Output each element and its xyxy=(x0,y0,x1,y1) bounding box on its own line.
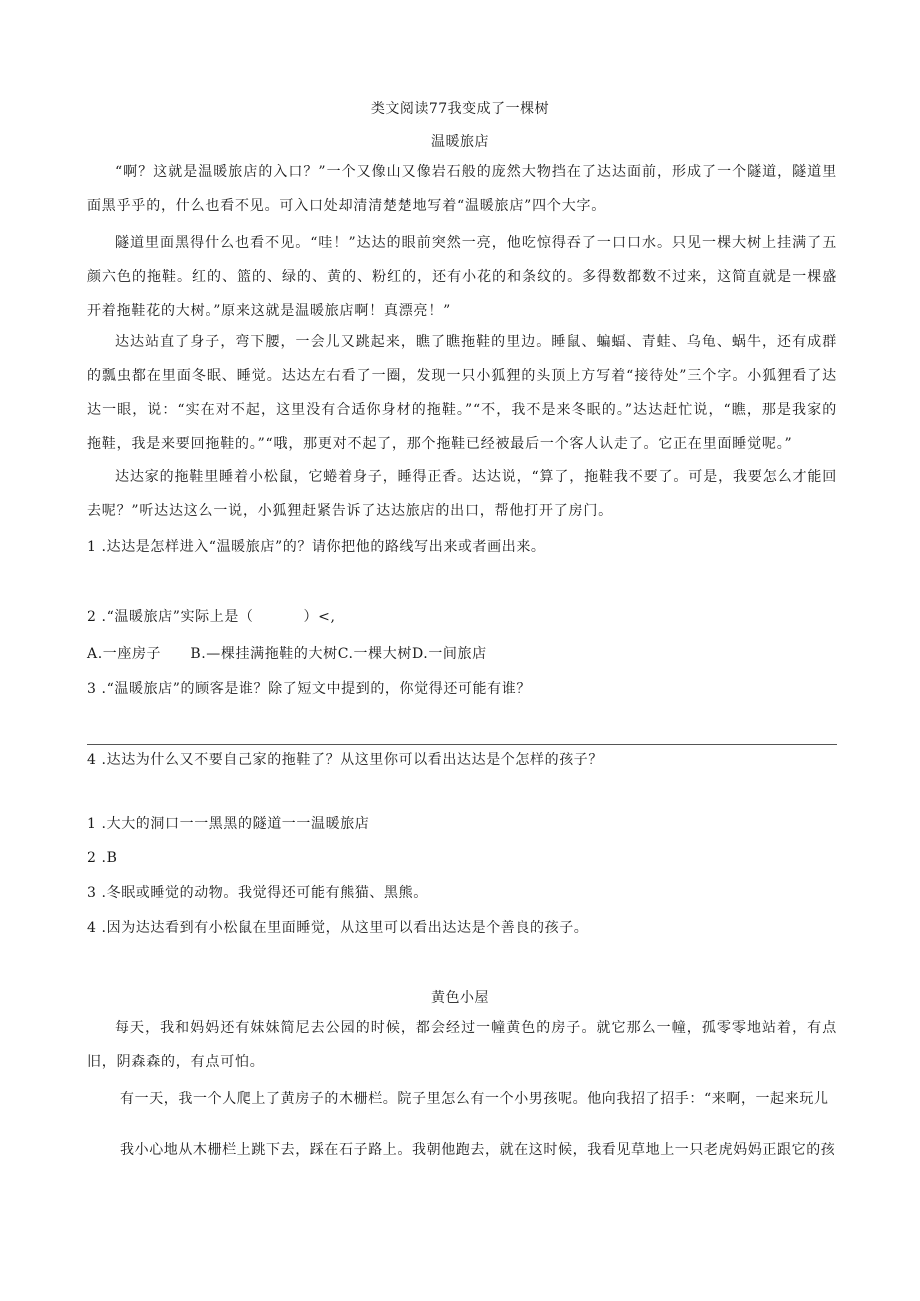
story2-paragraph-2: 有一天，我一个人爬上了黄房子的木栅栏。院子里怎么有一个小男孩呢。他向我招了招手：“来啊，一起来玩儿 xyxy=(120,1091,829,1107)
worksheet-header: 类文阅读77我变成了一棵树 xyxy=(370,101,550,117)
question-2-prefix: 2 .“温暖旅店”实际上是（ xyxy=(87,609,254,625)
question-3: 3 .“温暖旅店”的顾客是谁？除了短文中提到的，你觉得还可能有谁？ xyxy=(87,681,531,697)
question-4: 4 .达达为什么又不要自己家的拖鞋了？从这里你可以看出达达是个怎样的孩子？ xyxy=(87,752,604,768)
story-paragraph-2: 隧道里面黑得什么也看不见。“哇！”达达的眼前突然一亮，他吃惊得吞了一口口水。只见一棵大树上挂满了五颜六色的拖鞋。红的、篮的、绿的、黄的、粉红的，还有小花的和条纹的。多得数都数不过来，这简直就是一棵盛开着拖鞋花的大树。”原来这就是温暖旅店啊！真漂亮！” xyxy=(87,235,837,319)
question-2-suffix: ）<, xyxy=(303,609,336,625)
answer-line-divider xyxy=(87,744,837,745)
story-paragraph-1: “啊？这就是温暖旅店的入口？”一个又像山又像岩石般的庞然大物挡在了达达面前，形成了一个隧道，隧道里面黑乎乎的，什么也看不见。可入口处却清清楚楚地写着“温暖旅店”四个大字。 xyxy=(87,164,837,214)
answer-3: 3 .冬眠或睡觉的动物。我觉得还可能有熊猫、黑熊。 xyxy=(87,885,428,901)
question-1: 1 .达达是怎样进入“温暖旅店”的？请你把他的路线写出来或者画出来。 xyxy=(87,539,546,555)
story-title-warm-hotel: 温暖旅店 xyxy=(431,134,489,150)
story2-paragraph-3: 我小心地从木栅栏上跳下去，踩在石子路上。我朝他跑去，就在这时候，我看见草地上一只老虎妈妈正跟它的孩 xyxy=(120,1142,836,1158)
question-2 xyxy=(87,607,837,627)
answer-2: 2 .B xyxy=(87,850,118,866)
story-paragraph-3: 达达站直了身子，弯下腰，一会儿又跳起来，瞧了瞧拖鞋的里边。睡鼠、蝙蝠、青蛙、乌龟、蜗牛，还有成群的瓢虫都在里面冬眠、睡觉。达达左右看了一圈，发现一只小狐狸的头顶上方写着“接待处”三个字。小狐狸看了达达一眼，说：“实在对不起，这里没有合适你身材的拖鞋。”“不，我不是来冬眠的。”达达赶忙说，“瞧，那是我家的拖鞋，我是来要回拖鞋的。”“哦，那更对不起了，那个拖鞋已经被最后一个客人认走了。它正在里面睡觉呢。” xyxy=(87,334,837,452)
answer-4: 4 .因为达达看到有小松鼠在里面睡觉，从这里可以看出达达是个善良的孩子。 xyxy=(87,920,589,936)
answer-1: 1 .大大的洞口一一黑黑的隧道一一温暖旅店 xyxy=(87,816,370,832)
question-2-options: A.一座房子 B.—棵挂满拖鞋的大树C.一棵大树D.一间旅店 xyxy=(87,646,487,662)
story-paragraph-4: 达达家的拖鞋里睡着小松鼠，它蜷着身子，睡得正香。达达说，“算了，拖鞋我不要了。可是，我要怎么才能回去呢？”听达达这么一说，小狐狸赶紧告诉了达达旅店的出口，帮他打开了房门。 xyxy=(87,469,837,519)
story2-paragraph-1: 每天，我和妈妈还有妹妹简尼去公园的时候，都会经过一幢黄色的房子。就它那么一幢，孤零零地站着，有点旧，阴森森的，有点可怕。 xyxy=(87,1020,837,1070)
story-title-yellow-house: 黄色小屋 xyxy=(431,990,489,1006)
